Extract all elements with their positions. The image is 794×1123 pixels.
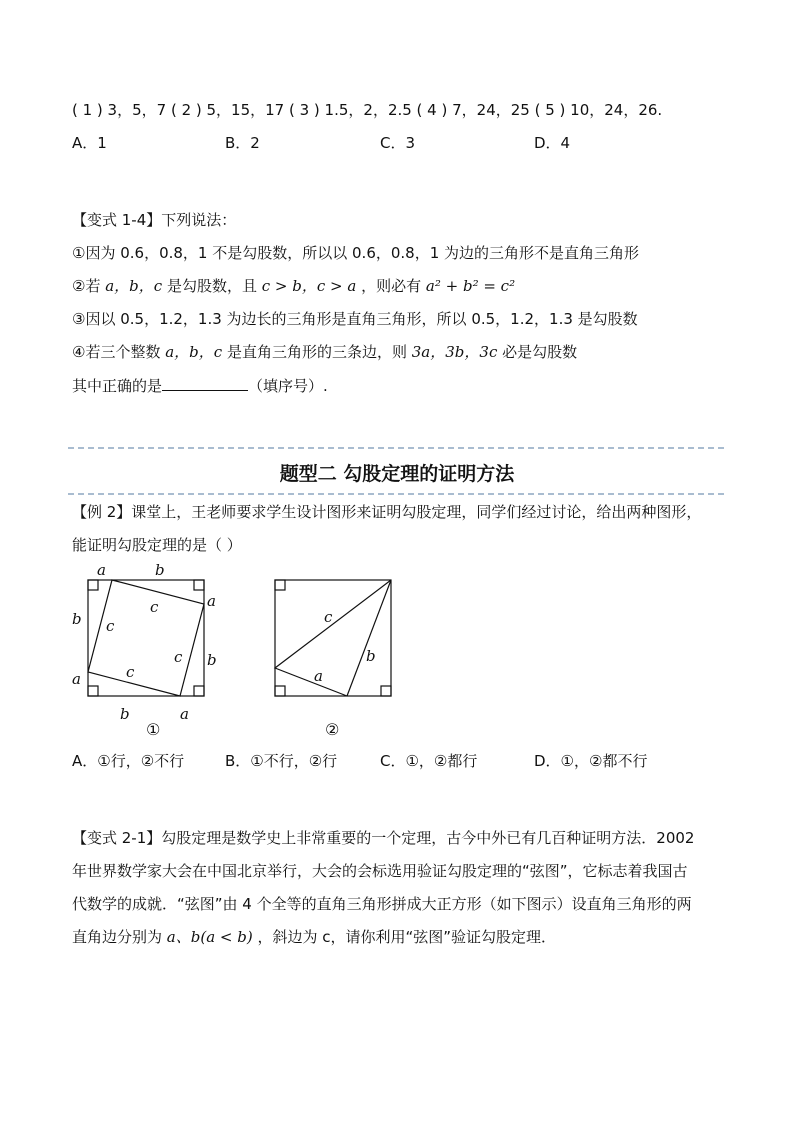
example-2-option-c[interactable]: C．①，②都行 — [380, 752, 478, 770]
statement-4 — [72, 342, 577, 362]
answer-prompt — [72, 376, 328, 396]
figure-1-label: a — [97, 561, 106, 579]
statement-2-condition: c > b，c > a — [261, 277, 357, 295]
statement-2-then: ，则必有 — [361, 277, 422, 295]
q1-option-b[interactable]: B．2 — [225, 134, 260, 152]
statement-4-vars: a，b，c — [165, 343, 223, 361]
figure-1-label: c — [150, 598, 159, 616]
figure-2-triangle-top — [275, 580, 391, 696]
figure-2-outer-square — [275, 580, 391, 696]
example-2-option-d[interactable]: D．①，②都不行 — [534, 752, 648, 770]
answer-prompt-pre: 其中正确的是 — [72, 377, 163, 395]
q1-option-a[interactable]: A．1 — [72, 134, 107, 152]
variant-2-1-legs: a、b(a < b) — [166, 928, 253, 946]
figure-1-label: b — [72, 610, 82, 628]
figure-2-label: c — [324, 608, 333, 626]
figure-1-label: a — [207, 592, 216, 610]
q1-option-d[interactable]: D．4 — [534, 134, 571, 152]
answer-prompt-post: （填序号）. — [248, 377, 328, 395]
figure-1 — [60, 558, 230, 748]
figure-1-label: b — [155, 561, 165, 579]
example-2-line-1: 【例 2】课堂上，王老师要求学生设计图形来证明勾股定理，同学们经过讨论，给出两种图形， — [72, 503, 702, 521]
figure-1-inner-square — [88, 580, 204, 696]
statement-2 — [72, 276, 515, 296]
section-title: 题型二 勾股定理的证明方法 — [279, 463, 515, 485]
statement-4-multiples: 3a，3b，3c — [411, 343, 498, 361]
figure-2-label: a — [314, 667, 323, 685]
figure-1-label: c — [106, 617, 115, 635]
section-divider-bottom — [68, 493, 724, 495]
figure-1-corner-mark — [88, 580, 98, 590]
statement-4-mid: 是直角三角形的三条边，则 — [226, 343, 407, 361]
figure-2 — [262, 558, 412, 748]
variant-2-1-line-1: 【变式 2-1】勾股定理是数学史上非常重要的一个定理，古今中外已有几百种证明方法．2002 — [72, 829, 695, 847]
example-2-option-a[interactable]: A．①行，②不行 — [72, 752, 185, 770]
variant-2-1-line-4-post: ，斜边为 c，请你利用“弦图”验证勾股定理． — [257, 928, 557, 946]
figure-1-corner-mark — [88, 686, 98, 696]
statement-4-prefix: ④若三个整数 — [72, 343, 161, 361]
q1-items: ( 1 ) 3，5，7 ( 2 ) 5，15，17 ( 3 ) 1.5，2，2.5 ( 4 ) 7，24，25 ( 5 ) 10，24，26. — [72, 101, 663, 119]
variant-2-1-line-3: 代数学的成就．“弦图”由 4 个全等的直角三角形拼成大正方形（如下图示）设直角三角形的两 — [72, 895, 692, 913]
statement-4-post: 必是勾股数 — [502, 343, 578, 361]
figure-2-number: ② — [325, 720, 340, 739]
figure-2-corner-mark — [381, 686, 391, 696]
statement-3: ③因以 0.5，1.2，1.3 为边长的三角形是直角三角形，所以 0.5，1.2，1.3 是勾股数 — [72, 310, 638, 328]
answer-blank[interactable] — [162, 376, 248, 391]
statement-2-vars: a，b，c — [105, 277, 163, 295]
example-2-option-b[interactable]: B．①不行，②行 — [225, 752, 338, 770]
statement-2-prefix: ②若 — [72, 277, 101, 295]
figure-2-corner-mark — [275, 580, 285, 590]
figure-1-outer-square — [88, 580, 204, 696]
figure-2-label: b — [366, 647, 376, 665]
figure-2-corner-mark — [275, 686, 285, 696]
statement-1: ①因为 0.6，0.8，1 不是勾股数，所以以 0.6，0.8，1 为边的三角形不是直角三角形 — [72, 244, 640, 262]
example-2-line-2: 能证明勾股定理的是（ ） — [72, 536, 242, 554]
statement-2-mid: 是勾股数，且 — [166, 277, 257, 295]
figure-1-label: c — [126, 663, 135, 681]
figure-1-label: b — [207, 651, 217, 669]
variant-1-4-heading: 【变式 1-4】下列说法： — [72, 211, 237, 229]
variant-2-1-line-4-pre: 直角边分别为 — [72, 928, 163, 946]
statement-2-formula: a² + b² = c² — [425, 277, 516, 295]
figure-1-label: c — [174, 648, 183, 666]
figure-1-label: a — [180, 705, 189, 723]
q1-option-c[interactable]: C．3 — [380, 134, 416, 152]
variant-2-1-line-4 — [72, 927, 556, 947]
section-divider-top — [68, 447, 724, 449]
figure-1-label: a — [72, 670, 81, 688]
figure-1-label: b — [120, 705, 130, 723]
figure-1-number: ① — [146, 720, 161, 739]
figure-1-corner-mark — [194, 580, 204, 590]
variant-2-1-line-2: 年世界数学家大会在中国北京举行，大会的会标选用验证勾股定理的“弦图”，它标志着我国古 — [72, 862, 688, 880]
figure-1-corner-mark — [194, 686, 204, 696]
